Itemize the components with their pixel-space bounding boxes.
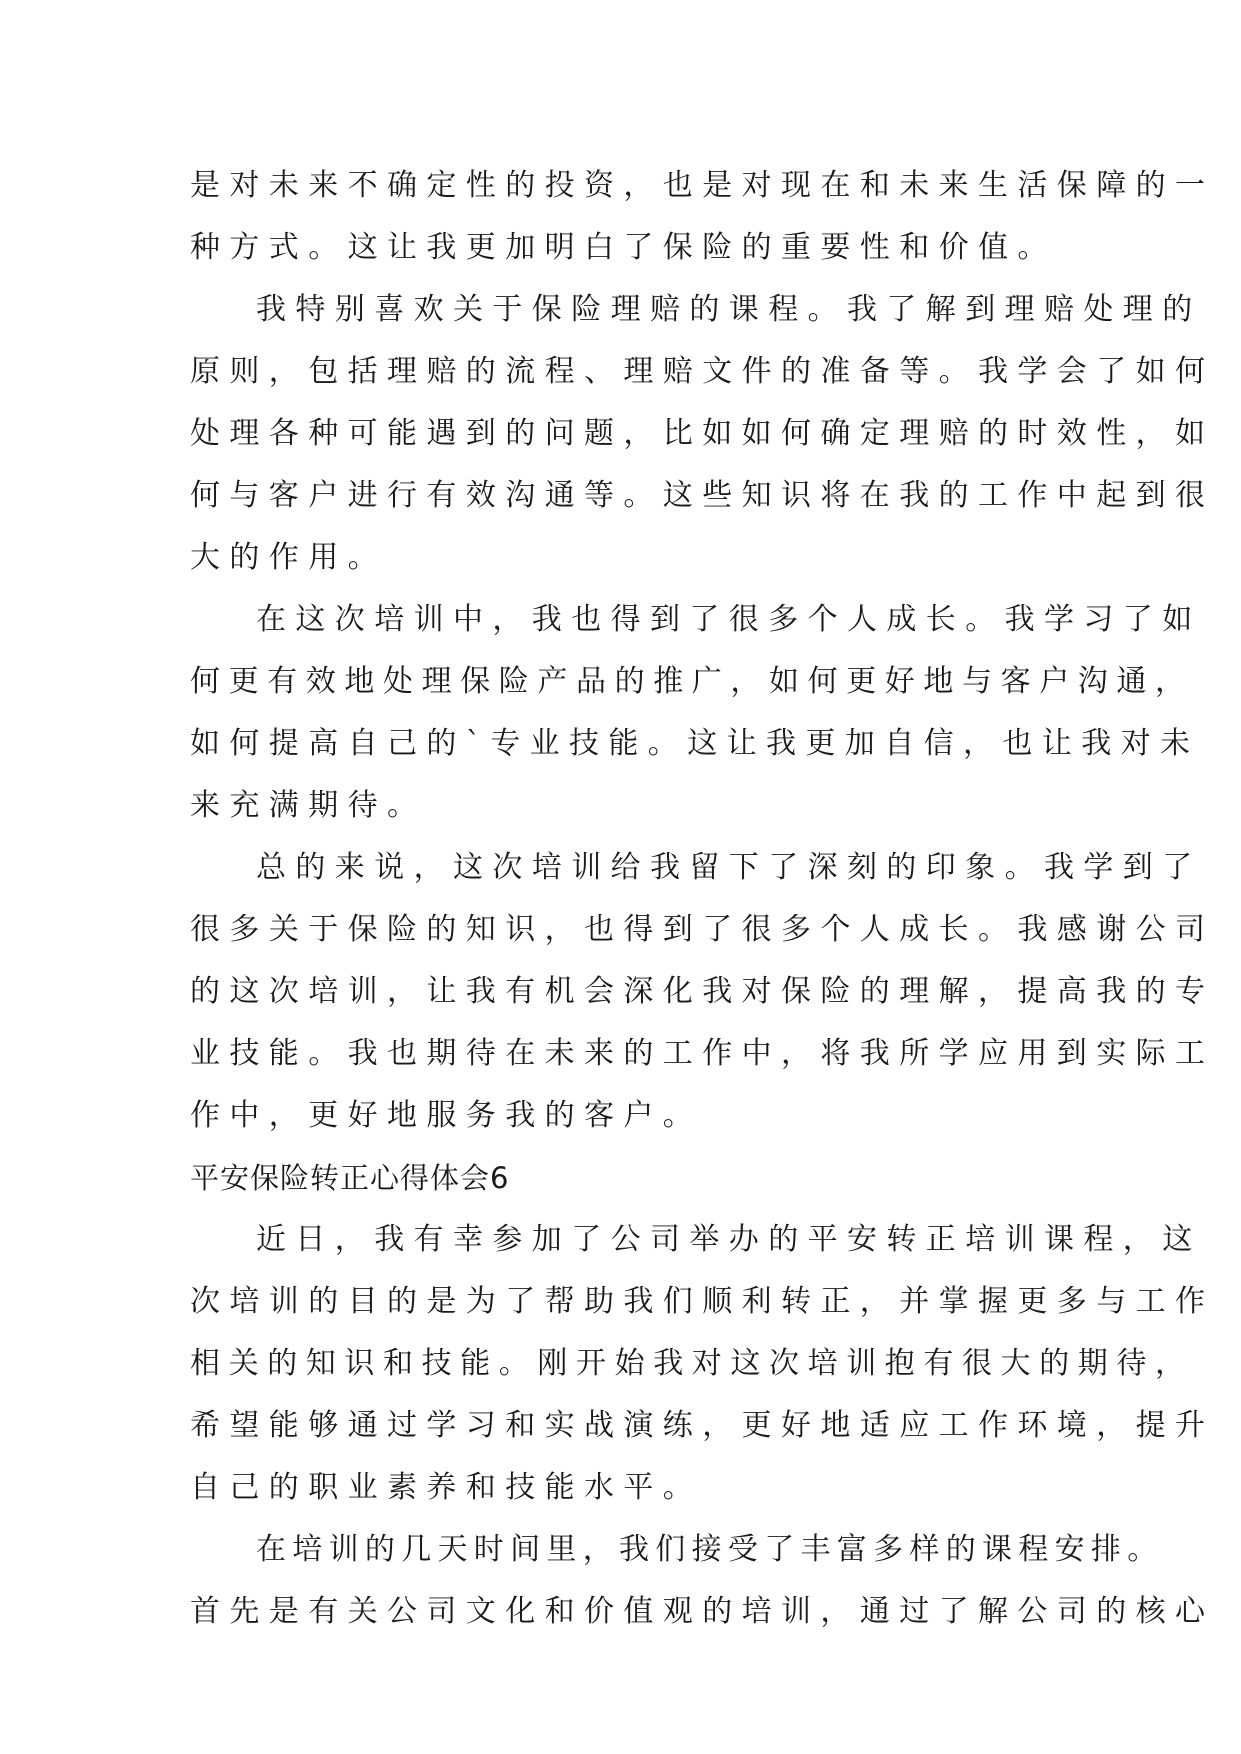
paragraph-line: 来充满期待。	[190, 788, 427, 823]
paragraph-line: 的这次培训，让我有机会深化我对保险的理解，提高我的专	[190, 974, 1215, 1009]
paragraph-line: 何与客户进行有效沟通等。这些知识将在我的工作中起到很	[190, 478, 1215, 513]
paragraph-line: 如何提高自己的`专业技能。这让我更加自信，也让我对未	[190, 726, 1200, 761]
paragraph-line: 原则，包括理赔的流程、理赔文件的准备等。我学会了如何	[190, 354, 1215, 389]
paragraph-line: 很多关于保险的知识，也得到了很多个人成长。我感谢公司	[190, 912, 1215, 947]
paragraph-line: 自己的职业素养和技能水平。	[190, 1470, 703, 1505]
paragraph-line: 何更有效地处理保险产品的推广，如何更好地与客户沟通，	[190, 664, 1194, 699]
paragraph-line: 在培训的几天时间里，我们接受了丰富多样的课程安排。	[256, 1532, 1164, 1567]
paragraph-line: 作中，更好地服务我的客户。	[190, 1098, 703, 1133]
paragraph-line: 种方式。这让我更加明白了保险的重要性和价值。	[190, 230, 1057, 265]
paragraph-line: 近日，我有幸参加了公司举办的平安转正培训课程，这	[256, 1222, 1202, 1257]
paragraph-line: 处理各种可能遇到的问题，比如如何确定理赔的时效性，如	[190, 416, 1215, 451]
paragraph-line: 首先是有关公司文化和价值观的培训，通过了解公司的核心	[190, 1594, 1215, 1629]
paragraph-line: 我特别喜欢关于保险理赔的课程。我了解到理赔处理的	[256, 292, 1202, 327]
paragraph-line: 希望能够通过学习和实战演练，更好地适应工作环境，提升	[190, 1408, 1215, 1443]
paragraph-line: 在这次培训中，我也得到了很多个人成长。我学习了如	[256, 602, 1202, 637]
paragraph-line: 次培训的目的是为了帮助我们顺利转正，并掌握更多与工作	[190, 1284, 1215, 1319]
paragraph-line: 大的作用。	[190, 540, 387, 575]
paragraph-line: 总的来说，这次培训给我留下了深刻的印象。我学到了	[256, 850, 1202, 885]
paragraph-line: 相关的知识和技能。刚开始我对这次培训抱有很大的期待，	[190, 1346, 1194, 1381]
paragraph-line: 业技能。我也期待在未来的工作中，将我所学应用到实际工	[190, 1036, 1215, 1071]
section-heading: 平安保险转正心得体会6	[190, 1161, 510, 1195]
paragraph-line: 是对未来不确定性的投资，也是对现在和未来生活保障的一	[190, 168, 1215, 203]
